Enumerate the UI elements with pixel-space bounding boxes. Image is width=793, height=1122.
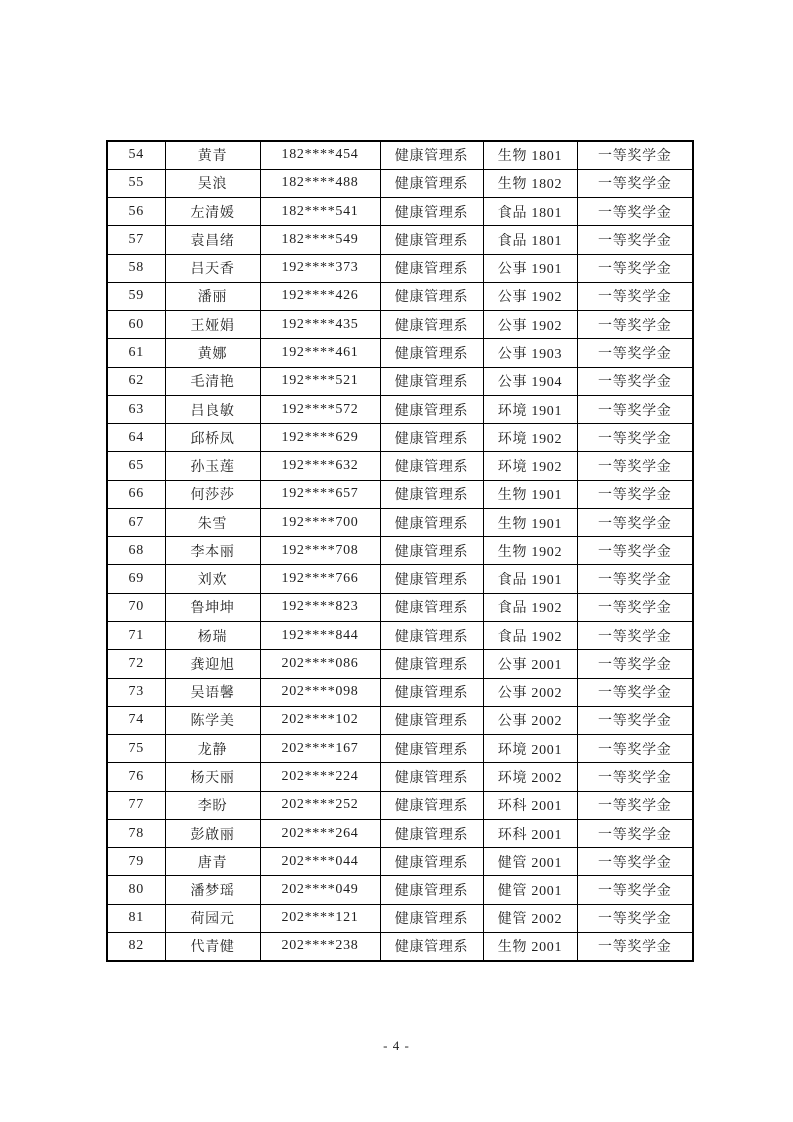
cell-no: 71: [107, 622, 165, 650]
page-number: - 4 -: [383, 1038, 410, 1053]
cell-award: 一等奖学金: [577, 424, 693, 452]
table-row: [107, 622, 693, 650]
cell-name: 吴语馨: [165, 678, 260, 706]
cell-department: 健康管理系: [380, 282, 483, 310]
cell-class_name: 公事 2001: [483, 650, 577, 678]
cell-name: 朱雪: [165, 508, 260, 536]
table-row: [107, 650, 693, 678]
table-row: [107, 706, 693, 734]
cell-student_id: 202****264: [260, 819, 380, 847]
table-row: [107, 480, 693, 508]
cell-department: 健康管理系: [380, 650, 483, 678]
table-row: [107, 424, 693, 452]
cell-class_name: 健管 2002: [483, 904, 577, 932]
table-row: [107, 593, 693, 621]
cell-department: 健康管理系: [380, 678, 483, 706]
cell-name: 王娅娟: [165, 311, 260, 339]
cell-department: 健康管理系: [380, 848, 483, 876]
cell-name: 吕天香: [165, 254, 260, 282]
cell-class_name: 生物 1802: [483, 169, 577, 197]
scholarship-table-body: [107, 141, 693, 961]
cell-student_id: 192****708: [260, 537, 380, 565]
cell-department: 健康管理系: [380, 819, 483, 847]
cell-student_id: 192****521: [260, 367, 380, 395]
cell-name: 潘梦瑶: [165, 876, 260, 904]
cell-class_name: 环境 1901: [483, 395, 577, 423]
table-row: [107, 678, 693, 706]
table-row: [107, 282, 693, 310]
cell-class_name: 食品 1801: [483, 198, 577, 226]
cell-student_id: 182****549: [260, 226, 380, 254]
cell-student_id: 202****102: [260, 706, 380, 734]
table-row: [107, 254, 693, 282]
cell-department: 健康管理系: [380, 311, 483, 339]
cell-name: 吴浪: [165, 169, 260, 197]
cell-name: 龙静: [165, 735, 260, 763]
cell-award: 一等奖学金: [577, 141, 693, 169]
cell-department: 健康管理系: [380, 254, 483, 282]
cell-student_id: 192****844: [260, 622, 380, 650]
cell-class_name: 食品 1902: [483, 622, 577, 650]
cell-no: 82: [107, 932, 165, 961]
cell-name: 黄娜: [165, 339, 260, 367]
cell-award: 一等奖学金: [577, 876, 693, 904]
cell-award: 一等奖学金: [577, 480, 693, 508]
table-row: [107, 508, 693, 536]
cell-name: 毛清艳: [165, 367, 260, 395]
table-row: [107, 169, 693, 197]
cell-no: 78: [107, 819, 165, 847]
cell-department: 健康管理系: [380, 876, 483, 904]
cell-department: 健康管理系: [380, 622, 483, 650]
cell-name: 潘丽: [165, 282, 260, 310]
cell-class_name: 生物 2001: [483, 932, 577, 961]
cell-department: 健康管理系: [380, 537, 483, 565]
cell-class_name: 环境 1902: [483, 452, 577, 480]
cell-class_name: 公事 1902: [483, 311, 577, 339]
cell-name: 杨天丽: [165, 763, 260, 791]
cell-class_name: 公事 2002: [483, 678, 577, 706]
cell-class_name: 公事 1902: [483, 282, 577, 310]
cell-department: 健康管理系: [380, 367, 483, 395]
cell-no: 81: [107, 904, 165, 932]
cell-class_name: 环科 2001: [483, 791, 577, 819]
cell-department: 健康管理系: [380, 141, 483, 169]
table-row: [107, 904, 693, 932]
cell-award: 一等奖学金: [577, 565, 693, 593]
cell-award: 一等奖学金: [577, 763, 693, 791]
cell-department: 健康管理系: [380, 339, 483, 367]
cell-no: 58: [107, 254, 165, 282]
cell-department: 健康管理系: [380, 452, 483, 480]
cell-department: 健康管理系: [380, 480, 483, 508]
cell-student_id: 202****238: [260, 932, 380, 961]
cell-no: 62: [107, 367, 165, 395]
cell-class_name: 食品 1801: [483, 226, 577, 254]
cell-award: 一等奖学金: [577, 452, 693, 480]
cell-award: 一等奖学金: [577, 650, 693, 678]
cell-department: 健康管理系: [380, 198, 483, 226]
cell-student_id: 192****461: [260, 339, 380, 367]
table-row: [107, 311, 693, 339]
cell-award: 一等奖学金: [577, 508, 693, 536]
cell-class_name: 环科 2001: [483, 819, 577, 847]
cell-name: 左清媛: [165, 198, 260, 226]
cell-no: 68: [107, 537, 165, 565]
table-row: [107, 763, 693, 791]
cell-award: 一等奖学金: [577, 819, 693, 847]
cell-no: 65: [107, 452, 165, 480]
table-row: [107, 819, 693, 847]
cell-name: 黄青: [165, 141, 260, 169]
cell-no: 55: [107, 169, 165, 197]
cell-no: 64: [107, 424, 165, 452]
cell-class_name: 健管 2001: [483, 876, 577, 904]
cell-no: 60: [107, 311, 165, 339]
cell-no: 54: [107, 141, 165, 169]
cell-department: 健康管理系: [380, 763, 483, 791]
cell-no: 73: [107, 678, 165, 706]
cell-department: 健康管理系: [380, 169, 483, 197]
cell-department: 健康管理系: [380, 565, 483, 593]
cell-student_id: 192****435: [260, 311, 380, 339]
cell-department: 健康管理系: [380, 424, 483, 452]
table-row: [107, 876, 693, 904]
cell-department: 健康管理系: [380, 735, 483, 763]
table-row: [107, 339, 693, 367]
cell-no: 69: [107, 565, 165, 593]
cell-department: 健康管理系: [380, 932, 483, 961]
cell-name: 唐青: [165, 848, 260, 876]
cell-class_name: 公事 1901: [483, 254, 577, 282]
cell-award: 一等奖学金: [577, 311, 693, 339]
table-row: [107, 452, 693, 480]
cell-student_id: 202****167: [260, 735, 380, 763]
cell-name: 鲁坤坤: [165, 593, 260, 621]
cell-award: 一等奖学金: [577, 848, 693, 876]
cell-award: 一等奖学金: [577, 537, 693, 565]
cell-student_id: 192****700: [260, 508, 380, 536]
cell-class_name: 食品 1901: [483, 565, 577, 593]
cell-award: 一等奖学金: [577, 622, 693, 650]
cell-class_name: 公事 2002: [483, 706, 577, 734]
cell-award: 一等奖学金: [577, 254, 693, 282]
cell-class_name: 生物 1901: [483, 480, 577, 508]
cell-student_id: 192****766: [260, 565, 380, 593]
cell-award: 一等奖学金: [577, 367, 693, 395]
cell-name: 邱桥凤: [165, 424, 260, 452]
cell-award: 一等奖学金: [577, 169, 693, 197]
cell-student_id: 182****454: [260, 141, 380, 169]
table-row: [107, 395, 693, 423]
cell-award: 一等奖学金: [577, 735, 693, 763]
cell-no: 63: [107, 395, 165, 423]
table-row: [107, 791, 693, 819]
table-row: [107, 848, 693, 876]
cell-class_name: 环境 1902: [483, 424, 577, 452]
cell-name: 彭啟丽: [165, 819, 260, 847]
cell-no: 75: [107, 735, 165, 763]
cell-no: 67: [107, 508, 165, 536]
cell-name: 李本丽: [165, 537, 260, 565]
table-row: [107, 198, 693, 226]
cell-class_name: 环境 2001: [483, 735, 577, 763]
cell-class_name: 健管 2001: [483, 848, 577, 876]
cell-no: 57: [107, 226, 165, 254]
cell-name: 杨瑞: [165, 622, 260, 650]
cell-class_name: 公事 1904: [483, 367, 577, 395]
cell-no: 59: [107, 282, 165, 310]
table-row: [107, 367, 693, 395]
cell-name: 何莎莎: [165, 480, 260, 508]
cell-class_name: 食品 1902: [483, 593, 577, 621]
cell-name: 荷园元: [165, 904, 260, 932]
cell-no: 70: [107, 593, 165, 621]
scholarship-table: [106, 140, 694, 962]
cell-class_name: 公事 1903: [483, 339, 577, 367]
cell-student_id: 202****098: [260, 678, 380, 706]
cell-department: 健康管理系: [380, 226, 483, 254]
cell-student_id: 192****632: [260, 452, 380, 480]
cell-student_id: 202****121: [260, 904, 380, 932]
cell-name: 李盼: [165, 791, 260, 819]
cell-award: 一等奖学金: [577, 198, 693, 226]
cell-department: 健康管理系: [380, 791, 483, 819]
cell-award: 一等奖学金: [577, 226, 693, 254]
cell-no: 66: [107, 480, 165, 508]
cell-name: 代青健: [165, 932, 260, 961]
cell-student_id: 192****657: [260, 480, 380, 508]
cell-department: 健康管理系: [380, 508, 483, 536]
cell-class_name: 环境 2002: [483, 763, 577, 791]
table-row: [107, 565, 693, 593]
table-row: [107, 735, 693, 763]
cell-department: 健康管理系: [380, 395, 483, 423]
cell-award: 一等奖学金: [577, 593, 693, 621]
cell-no: 56: [107, 198, 165, 226]
cell-class_name: 生物 1902: [483, 537, 577, 565]
cell-award: 一等奖学金: [577, 678, 693, 706]
cell-award: 一等奖学金: [577, 791, 693, 819]
cell-student_id: 202****224: [260, 763, 380, 791]
cell-department: 健康管理系: [380, 593, 483, 621]
cell-no: 61: [107, 339, 165, 367]
cell-no: 77: [107, 791, 165, 819]
cell-award: 一等奖学金: [577, 706, 693, 734]
cell-no: 79: [107, 848, 165, 876]
cell-student_id: 182****488: [260, 169, 380, 197]
cell-student_id: 192****572: [260, 395, 380, 423]
cell-name: 袁昌绪: [165, 226, 260, 254]
cell-name: 龚迎旭: [165, 650, 260, 678]
cell-department: 健康管理系: [380, 706, 483, 734]
cell-name: 陈学美: [165, 706, 260, 734]
cell-name: 孙玉莲: [165, 452, 260, 480]
cell-student_id: 202****044: [260, 848, 380, 876]
cell-student_id: 202****252: [260, 791, 380, 819]
cell-student_id: 192****373: [260, 254, 380, 282]
cell-name: 刘欢: [165, 565, 260, 593]
cell-award: 一等奖学金: [577, 395, 693, 423]
cell-no: 76: [107, 763, 165, 791]
cell-student_id: 202****086: [260, 650, 380, 678]
cell-student_id: 182****541: [260, 198, 380, 226]
cell-class_name: 生物 1801: [483, 141, 577, 169]
cell-student_id: 192****629: [260, 424, 380, 452]
cell-no: 72: [107, 650, 165, 678]
cell-award: 一等奖学金: [577, 339, 693, 367]
table-row: [107, 537, 693, 565]
table-row: [107, 226, 693, 254]
cell-award: 一等奖学金: [577, 932, 693, 961]
cell-student_id: 192****426: [260, 282, 380, 310]
table-row: [107, 932, 693, 961]
cell-award: 一等奖学金: [577, 904, 693, 932]
cell-department: 健康管理系: [380, 904, 483, 932]
cell-class_name: 生物 1901: [483, 508, 577, 536]
cell-award: 一等奖学金: [577, 282, 693, 310]
cell-no: 80: [107, 876, 165, 904]
cell-student_id: 202****049: [260, 876, 380, 904]
table-row: [107, 141, 693, 169]
cell-name: 吕良敏: [165, 395, 260, 423]
cell-student_id: 192****823: [260, 593, 380, 621]
cell-no: 74: [107, 706, 165, 734]
